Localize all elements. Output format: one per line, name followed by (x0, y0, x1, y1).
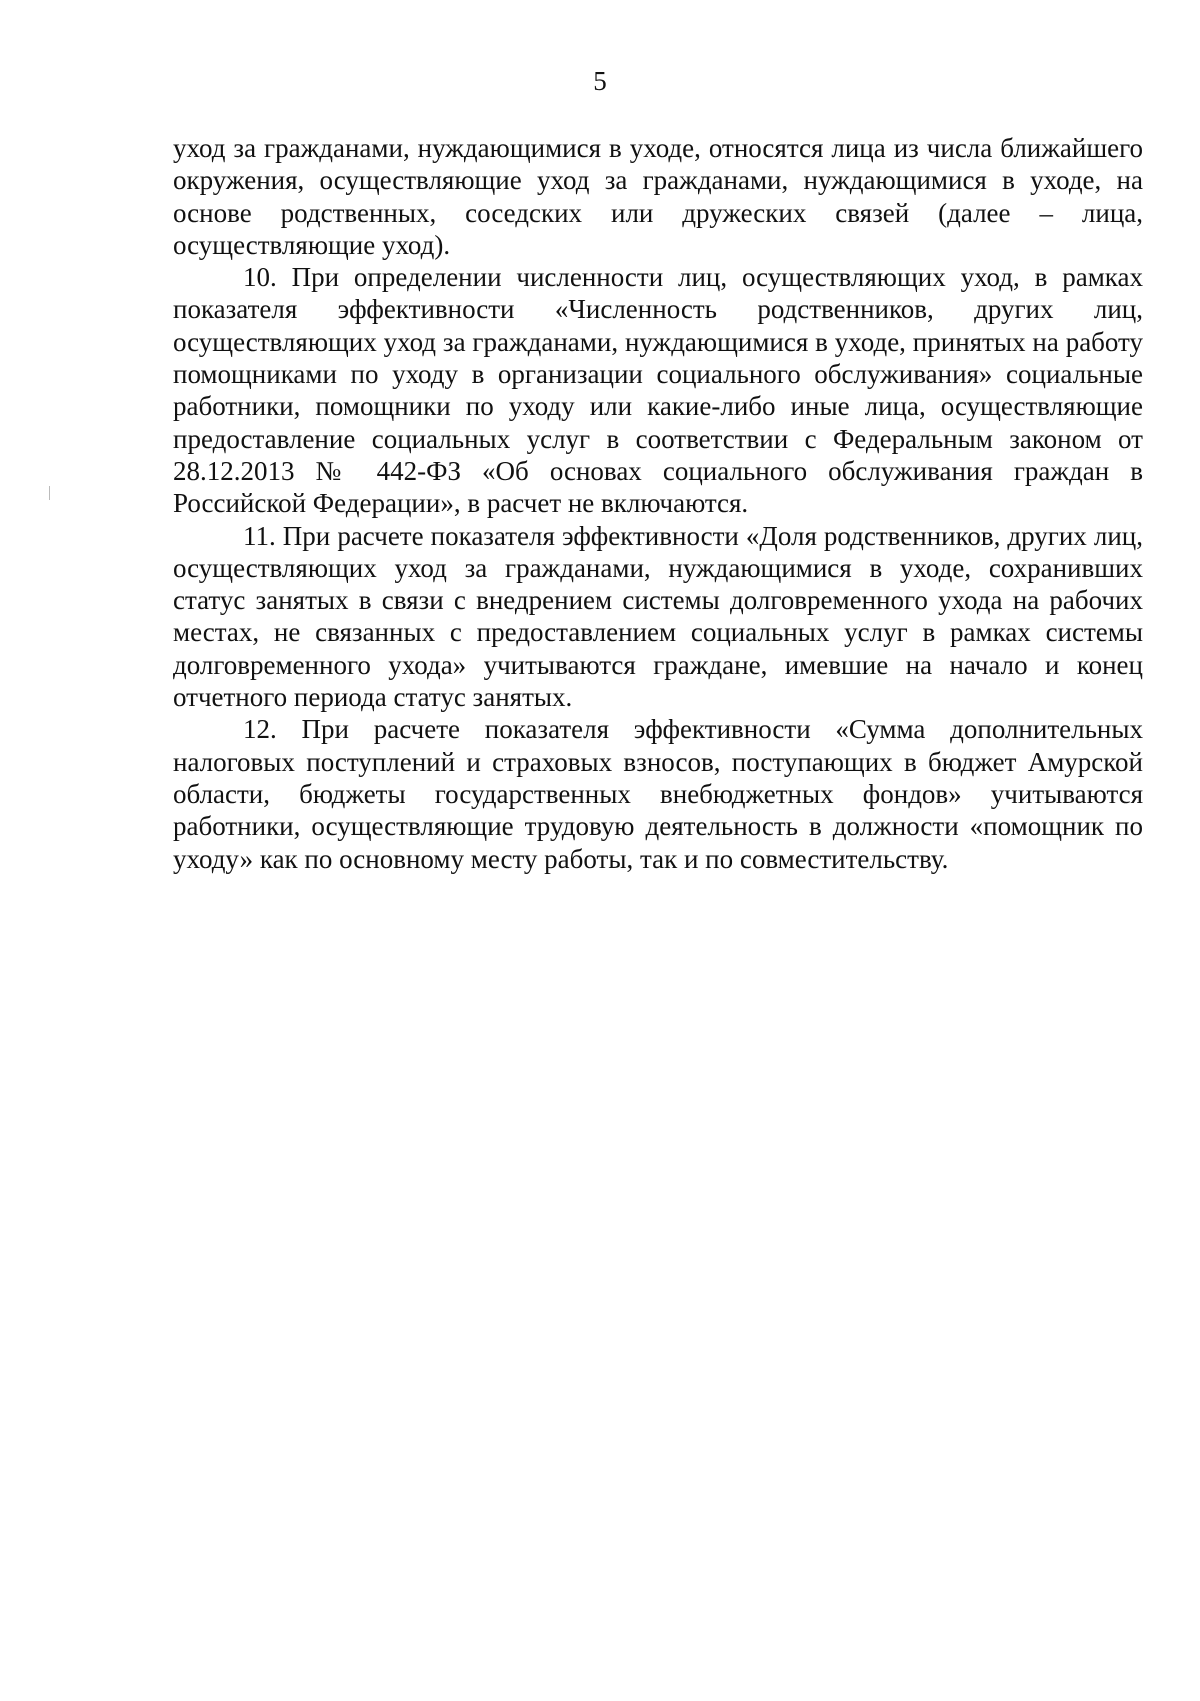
scan-margin-mark (49, 486, 50, 500)
paragraph-11: 11. При расчете показателя эффективности «Доля родственников, других лиц, осуществляющих уход за гражданами, нуждающимися в уходе, сохранивших статус занятых в связи с внедрением системы долговременного ухода на рабочих местах, не связанных с предоставлением социальных услуг в рамках системы долговременного ухода» учитываются граждане, имевшие на начало и конец отчетного периода статус занятых. (173, 520, 1143, 713)
paragraph-12: 12. При расчете показателя эффективности «Сумма дополнительных налоговых поступлений и страховых взносов, поступающих в бюджет Амурской области, бюджеты государственных внебюджетных фондов» учитываются работники, осуществляющие трудовую деятельность в должности «помощник по уходу» как по основному месту работы, так и по совместительству. (173, 714, 1143, 874)
page-number: 5 (593, 66, 607, 96)
document-body (173, 132, 1143, 875)
paragraph-10: 10. При определении численности лиц, осуществляющих уход, в рамках показателя эффективности «Численность родственников, других лиц, осуществляющих уход за гражданами, нуждающимися в уходе, принятых на работу помощниками по уходу в организации социального обслуживания» социальные работники, помощники по уходу или какие-либо иные лица, осуществляющие предоставление социальных услуг в соответствии с Федеральным законом от 28.12.2013 № 442-ФЗ «Об основах социального обслуживания граждан в Российской Федерации», в расчет не включаются. (173, 262, 1143, 519)
paragraph-continuation: уход за гражданами, нуждающимися в уходе, относятся лица из числа ближайшего окружения, осуществляющие уход за гражданами, нуждающимися в уходе, на основе родственных, соседских или дружеских связей (далее – лица, осуществляющие уход). (173, 133, 1143, 260)
